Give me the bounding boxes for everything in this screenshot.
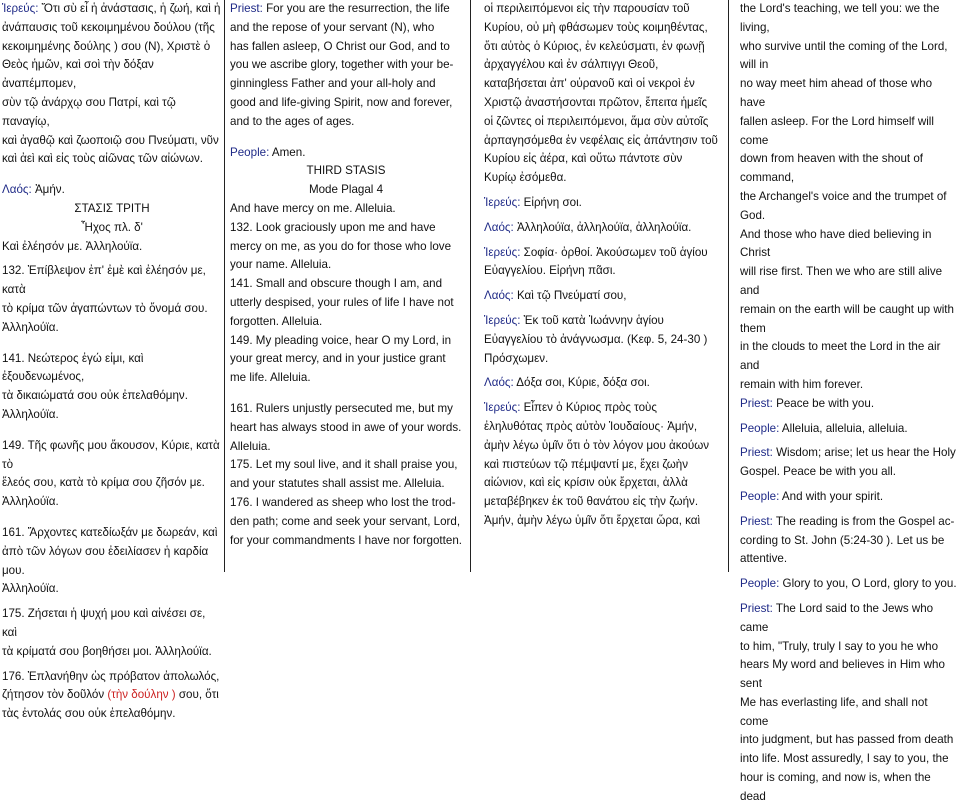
line-text: σου, ὅτι (175, 688, 219, 702)
text-line: ἀρχαγγέλου καὶ ἐν σάλπιγγι Θεοῦ, (484, 58, 659, 72)
role-label: Ἱερεύς: (2, 2, 39, 15)
verse-line: Ἀλληλούϊα. (2, 582, 59, 596)
verse-line: 149. My pleading voice, hear O my Lord, in (230, 333, 452, 347)
line-text: Glory to you, O Lord, glory to you. (779, 577, 957, 591)
greek-column-right (484, 0, 720, 572)
text-line: will rise first. Then we who are still alive and (740, 265, 943, 297)
text-line: σὺν τῷ ἀνάρχῳ σου Πατρί, καὶ τῷ παναγίῳ, (2, 95, 176, 128)
verse-line: Alleluia. (230, 439, 271, 453)
text-line: has fallen asleep, O Christ our God, and to (230, 39, 450, 53)
text-line (484, 194, 720, 213)
line-text: And with your spirit. (779, 489, 884, 503)
role-label: Λαός: (484, 289, 514, 303)
verse-line: Ἀλληλούϊα. (2, 495, 59, 509)
verse-line: Ἀλληλούϊα. (2, 407, 59, 421)
section-heading: ΣΤΑΣΙΣ ΤΡΙΤΗ (74, 201, 150, 215)
text-line: ὅτι αὐτὸς ὁ Κύριος, ἐν κελεύσματι, ἐν φωνῇ (484, 39, 705, 53)
line-text: Ἀλληλούϊα, ἀλληλούϊα, ἀλληλούϊα. (513, 220, 692, 234)
text-line (484, 331, 720, 350)
line-text: σου (117, 39, 145, 53)
line-text: Peace be with you. (772, 396, 875, 410)
verse-line: 176. Ἐπλανήθην ὡς πρόβατον ἀπολωλός, (2, 669, 220, 683)
text-line: in the clouds to meet the Lord in the air and (740, 340, 941, 373)
verse-line: ἔλεός σου, κατὰ τὸ κρίμα σου ζῆσόν με. (2, 476, 205, 490)
text-line: into judgment, but has passed from death (740, 733, 954, 747)
role-label: Ἱερεύς: (484, 401, 521, 415)
text-line: Gospel. Peace be with you all. (740, 465, 896, 479)
text-line (484, 312, 720, 331)
section-heading: THIRD STASIS (306, 164, 386, 178)
line-text: Amen. (269, 145, 306, 159)
text-line (740, 600, 958, 638)
section-subheading: Ἦχος πλ. δ' (81, 220, 143, 234)
text-line: ἁρπαγησόμεθα ἐν νεφέλαις εἰς ἀπάντησιν τοῦ (484, 133, 718, 147)
refrain-line: Καὶ ἐλέησόν με. Ἀλληλούϊα. (2, 239, 143, 253)
refrain-line: And have mercy on me. Alleluia. (230, 201, 396, 215)
verse-line: mercy on me, as you do for those who love (230, 239, 452, 253)
text-line: Χριστῷ ἀναστήσονται πρῶτον, ἔπειτα ἡμεῖς (484, 95, 708, 109)
text-line: οἱ ζῶντες οἱ περιλειπόμενοι, ἅμα σὺν αὐτοῖς (484, 114, 709, 128)
text-line (740, 444, 958, 463)
verse-line: 141. Small and obscure though I am, and (230, 277, 443, 291)
role-label: People: (740, 577, 780, 591)
verse-line: forgotten. Alleluia. (230, 314, 323, 328)
verse-line: heart has always stood in awe of your words. (230, 420, 462, 434)
role-label: Λαός: (2, 183, 32, 197)
line-text: Wisdom; arise; let us hear the Holy (772, 446, 956, 460)
verse-line: τὸ κρίμα τῶν ἀγαπώντων τὸ ὄνομά σου. (2, 301, 208, 315)
text-line: Κυρίου εἰς ἀέρα, καὶ οὕτω πάντοτε σὺν (484, 152, 683, 166)
text-line: ginningless Father and your all-holy and (230, 77, 436, 91)
verse-line: τὰ κρίματά σου βοηθήσει μοι. Ἀλληλούϊα. (2, 644, 212, 658)
verse-line: and your statutes shall assist me. Alleluia. (230, 477, 445, 491)
verse-line (2, 686, 222, 705)
text-line: you we ascribe glory, together with your be- (230, 58, 454, 72)
line-text: (N), (390, 20, 410, 34)
text-line (484, 287, 720, 306)
verse-line: τὰ δικαιώματά σου οὐκ ἐπελαθόμην. (2, 389, 188, 403)
english-column-left (230, 0, 462, 572)
line-text: ζήτησον τὸν δοῦλόν (2, 688, 105, 702)
text-line (484, 244, 720, 263)
text-line: Κυρίῳ ἐσόμεθα. (484, 171, 567, 185)
line-text: Ἐκ τοῦ κατὰ Ἰωάννην ἁγίου (520, 313, 664, 327)
english-column-right (740, 0, 958, 803)
text-line: Πρόσχωμεν. (484, 351, 549, 365)
line-text: κεκοιμημένης δούλης ) (2, 39, 118, 53)
line-text: Ὅτι σὺ εἶ ἡ ἀνάστασις, ἡ ζωή, καὶ ἡ (38, 2, 221, 15)
text-line (484, 399, 720, 418)
text-line: οἱ περιλειπόμενοι εἰς τὴν παρουσίαν τοῦ (484, 2, 690, 15)
line-text: For you are the resurrection, the life (262, 2, 450, 15)
text-line: fallen asleep. For the Lord himself will come (740, 114, 934, 147)
text-line: into life. Most assuredly, I say to you, the (740, 752, 949, 766)
text-line: cording to St. John (5:24-30 ). Let us be (740, 533, 945, 547)
text-line: no way meet him ahead of those who have (740, 77, 933, 109)
line-text: (Κεφ. 5, 24-30 ) (627, 332, 708, 346)
verse-line: τὰς ἐντολάς σου οὐκ ἐπελαθόμην. (2, 707, 176, 721)
text-line (740, 488, 958, 507)
text-line (740, 395, 958, 414)
verse-line: 141. Νεώτερος ἐγώ εἰμι, καὶ ἐξουδενωμένος, (2, 351, 144, 384)
greek-column-left (2, 0, 222, 721)
text-line: attentive. (740, 552, 788, 566)
text-line: remain with him forever. (740, 377, 864, 391)
line-text: Alleluia, alleluia, alleluia. (779, 421, 908, 435)
role-label: Priest: (230, 2, 263, 15)
role-label: Ἱερεύς: (484, 195, 521, 209)
text-line: καὶ ἀγαθῷ καὶ ζωοποιῷ σου Πνεύματι, νῦν (2, 133, 219, 147)
text-line: the Lord's teaching, we tell you: we the living, (740, 2, 940, 34)
text-line (740, 420, 958, 439)
line-text: The reading is from the Gospel ac- (772, 514, 955, 528)
text-line: Θεὸς ἡμῶν, καὶ σοὶ τὴν δόξαν ἀναπέμπομεν, (2, 58, 154, 91)
verse-line: your great mercy, and in your justice grant (230, 352, 446, 366)
text-line (230, 0, 462, 19)
text-line: Me has everlasting life, and shall not come (740, 695, 928, 728)
role-label: Λαός: (484, 220, 514, 234)
verse-line: 161. Ἄρχοντες κατεδίωξάν με δωρεάν, καὶ (2, 525, 218, 539)
line-text: Δόξα σοι, Κύριε, δόξα σοι. (513, 376, 650, 390)
column-divider (728, 0, 729, 572)
role-label: People: (740, 421, 780, 435)
line-text: Εἶπεν ὁ Κύριος πρὸς τοὺς (520, 401, 657, 415)
text-line (740, 513, 958, 532)
verse-line: 161. Rulers unjustly persecuted me, but my (230, 401, 453, 415)
verse-line: 175. Ζήσεται ἡ ψυχή μου καὶ αἰνέσει σε, καὶ (2, 607, 206, 639)
text-line: αἰώνιον, καὶ εἰς κρίσιν οὐκ ἔρχεται, ἀλλὰ (484, 476, 688, 490)
line-text: Εἰρήνη σοι. (520, 195, 582, 209)
text-line: down from heaven with the shout of command, (740, 152, 924, 185)
role-label: Priest: (740, 514, 773, 528)
text-line: Εὐαγγελίου. Εἰρήνη πᾶσι. (484, 264, 616, 278)
text-line (2, 38, 222, 57)
text-line: hour is coming, and now is, when the dead (740, 771, 931, 803)
text-line: καταβήσεται ἀπ' οὐρανοῦ καὶ οἱ νεκροὶ ἐν (484, 77, 695, 91)
text-line: καὶ ἀεὶ καὶ εἰς τοὺς αἰῶνας τῶν αἰώνων. (2, 152, 204, 166)
verse-line: 176. I wandered as sheep who lost the trod- (230, 495, 456, 509)
line-text: who (409, 20, 435, 34)
line-text: The Lord said to the Jews who came (740, 601, 934, 634)
verse-line: your name. Alleluia. (230, 258, 332, 272)
verse-line: ἀπὸ τῶν λόγων σου ἐδειλίασεν ἡ καρδία μου. (2, 544, 209, 577)
line-text: (Ν), (144, 39, 164, 53)
text-line: ἐληλυθότας πρὸς αὐτὸν Ἰουδαίους· Ἀμήν, (484, 419, 698, 433)
line-text: and the repose of your servant (230, 20, 391, 34)
role-label: Ἱερεύς: (484, 313, 521, 327)
verse-line: 149. Τῆς φωνῆς μου ἄκουσον, Κύριε, κατὰ τὸ (2, 438, 220, 471)
verse-line: den path; come and seek your servant, Lord, (230, 514, 461, 528)
verse-line: 132. Look graciously upon me and have (230, 220, 436, 234)
verse-line: Ἀλληλούϊα. (2, 320, 59, 334)
text-line: hears My word and believes in Him who sent (740, 658, 945, 691)
verse-line: utterly despised, your rules of life I have not (230, 295, 454, 309)
text-line: καὶ πιστεύων τῷ πέμψαντί με, ἔχει ζωὴν (484, 457, 689, 471)
verse-line: 132. Ἐπίβλεψον ἐπ' ἐμὲ καὶ ἐλέησόν με, κατὰ (2, 264, 206, 297)
line-text: Καὶ τῷ Πνεύματί σου, (513, 289, 627, 303)
verse-line: for your commandments I have nor forgotten. (230, 533, 462, 547)
text-line: Ἀμήν, ἀμὴν λέγω ὑμῖν ὅτι ἔρχεται ὥρα, καὶ (484, 513, 701, 527)
text-line: the Archangel's voice and the trumpet of God. (740, 189, 947, 222)
line-text: Εὐαγγελίου τὸ ἀνάγνωσμα. (484, 332, 627, 346)
text-line: μεταβέβηκεν ἐκ τοῦ θανάτου εἰς τὴν ζωήν. (484, 495, 699, 509)
role-label: Priest: (740, 601, 773, 615)
role-label: Priest: (740, 446, 773, 460)
highlight-text: (τὴν δούλην ) (104, 688, 176, 702)
role-label: Λαός: (484, 376, 514, 390)
role-label: Priest: (740, 396, 773, 410)
text-line: Κυρίου, οὐ μὴ φθάσωμεν τοὺς κοιμηθέντας, (484, 20, 708, 34)
text-line (484, 374, 720, 393)
text-line: to him, "Truly, truly I say to you he who (740, 639, 939, 653)
role-label: People: (740, 489, 780, 503)
text-line: who survive until the coming of the Lord, will in (740, 39, 948, 72)
line-text: Ἀμήν. (31, 183, 65, 197)
column-divider (224, 0, 225, 572)
text-line: And those who have died believing in Christ (740, 227, 932, 260)
line-text: Σοφία· ὀρθοί. Ἀκούσωμεν τοῦ ἁγίου (520, 245, 708, 259)
text-line: ἀνάπαυσις τοῦ κεκοιμημένου δούλου (τῆς (2, 20, 215, 34)
role-label: Ἱερεύς: (484, 245, 521, 259)
column-divider (470, 0, 471, 572)
text-line (230, 19, 462, 38)
text-line: good and life-giving Spirit, now and forever, (230, 95, 453, 109)
text-line: ἀμὴν λέγω ὑμῖν ὅτι ὁ τὸν λόγον μου ἀκούων (484, 438, 710, 452)
text-line (2, 0, 222, 19)
text-line (740, 575, 958, 594)
section-subheading: Mode Plagal 4 (308, 183, 384, 197)
verse-line: me life. Alleluia. (230, 371, 311, 385)
text-line: remain on the earth will be caught up with them (740, 302, 954, 335)
text-line: and to the ages of ages. (230, 114, 355, 128)
text-line (2, 181, 222, 200)
line-text: Χριστὲ ὁ (163, 39, 211, 53)
text-line (230, 144, 462, 163)
text-line (484, 219, 720, 238)
verse-line: 175. Let my soul live, and it shall praise you, (230, 458, 458, 472)
role-label: People: (230, 145, 270, 159)
